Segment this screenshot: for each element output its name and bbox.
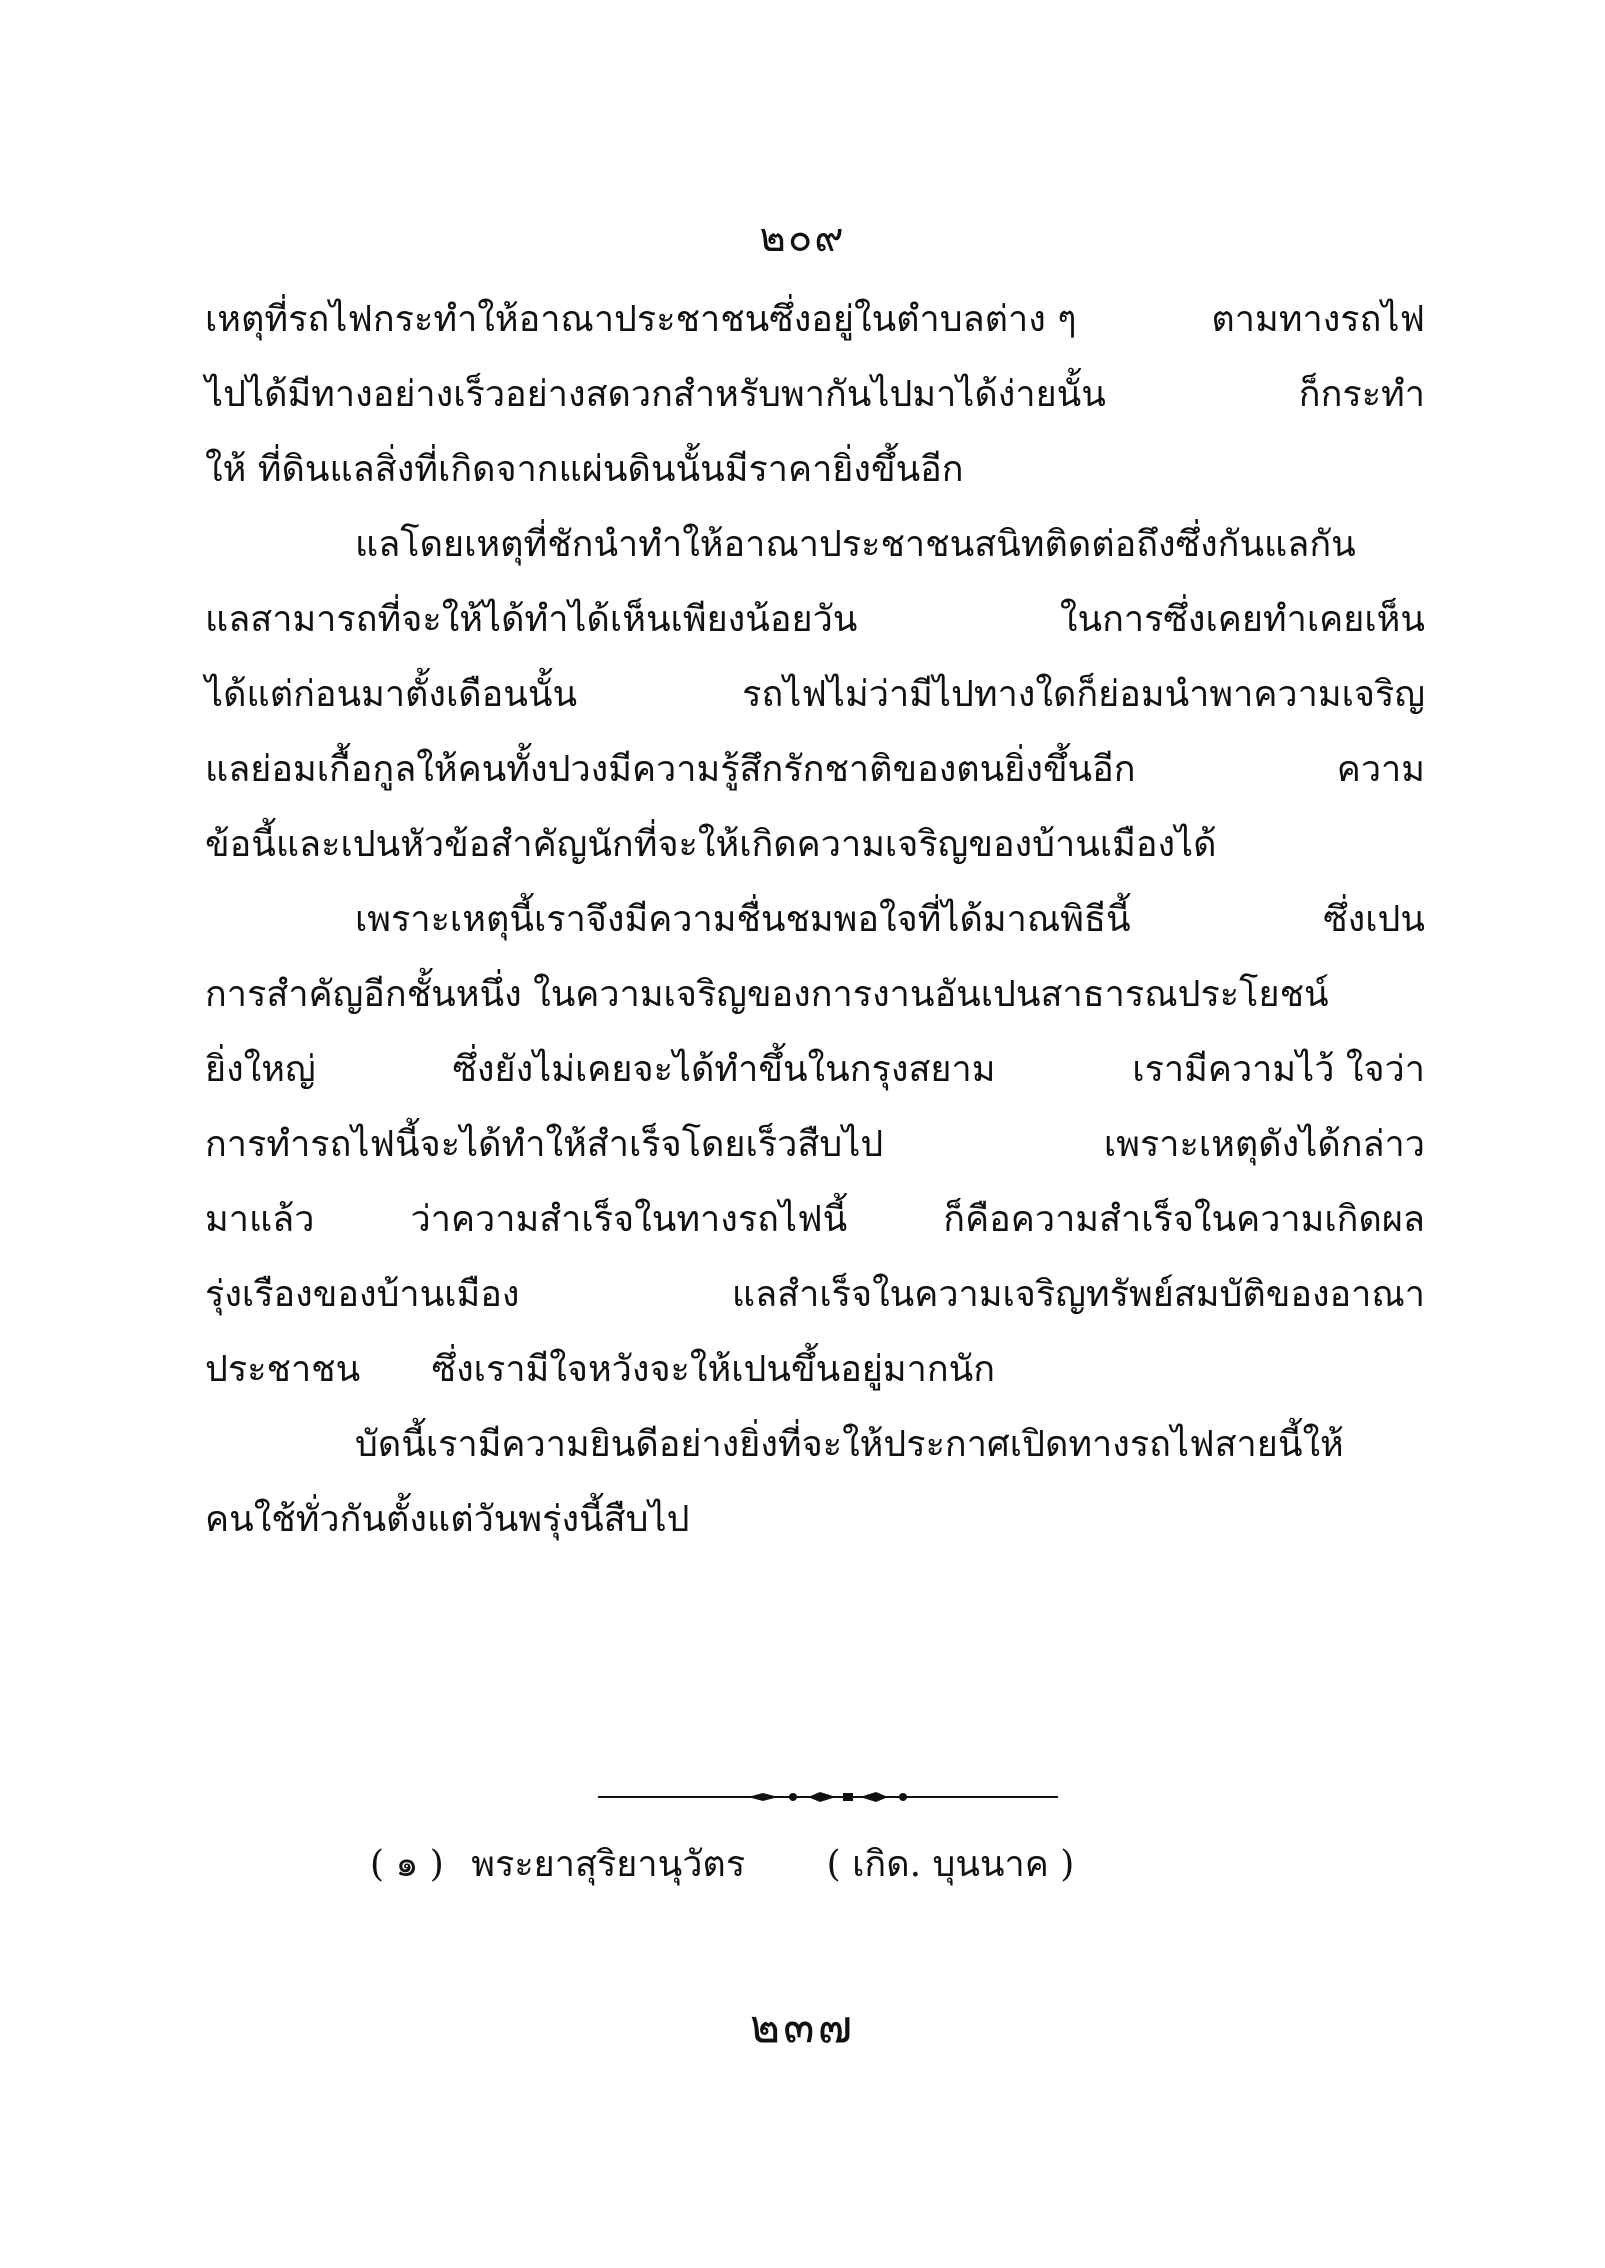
text-line: [205, 357, 1425, 432]
text-segment: แลโดยเหตุที่ชักนำทำให้อาณาประชาชนสนิทติดต่อถึงซึ่งกันแลกัน: [355, 524, 1356, 565]
text-line: [205, 1107, 1425, 1182]
text-line: [205, 1257, 1425, 1332]
text-segment: ซึ่งเรามีใจหวังจะให้เปนขึ้นอยู่มากนัก: [431, 1349, 996, 1390]
footnote-original-name: ( เกิด. บุนนาค ): [826, 1844, 1075, 1885]
text-segment: การสำคัญอีกชั้นหนึ่ง ในความเจริญของการงานอันเปนสาธารณประโยชน์: [205, 974, 1329, 1015]
text-line: [205, 657, 1425, 732]
text-line: [205, 957, 1425, 1032]
text-line: [205, 732, 1425, 807]
footnote-name: พระยาสุริยานุวัตร: [471, 1844, 746, 1885]
text-line: [205, 582, 1425, 657]
ornamental-divider: [598, 1790, 1058, 1804]
text-segment: เพราะเหตุดังได้กล่าว: [1103, 1124, 1425, 1165]
top-page-number: ๒๐๙: [759, 215, 846, 261]
text-segment: การทำรถไฟนี้จะได้ทำให้สำเร็จโดยเร็วสืบไป: [205, 1124, 884, 1165]
text-line: [205, 1032, 1425, 1107]
text-segment: ก็กระทำ: [1298, 374, 1425, 415]
text-segment: ยิ่งใหญ่: [205, 1049, 316, 1090]
footnote-marker: ( ๑ ): [370, 1844, 444, 1885]
text-line: [205, 432, 1425, 507]
footnote: [370, 1835, 1090, 1892]
text-segment: เรามีความไว้ ใจว่า: [1132, 1049, 1425, 1090]
text-segment: ไปได้มีทางอย่างเร็วอย่างสดวกสำหรับพากันไปมาได้ง่ายนั้น: [205, 374, 1106, 415]
text-segment: คนใช้ทั่วกันตั้งแต่วันพรุ่งนี้สืบไป: [205, 1499, 690, 1540]
text-line: [205, 507, 1425, 582]
text-segment: ประชาชน: [205, 1349, 361, 1390]
text-segment: ตามทางรถไฟ: [1211, 299, 1425, 340]
text-line: [205, 1482, 1425, 1557]
body-text: [205, 282, 1425, 1557]
text-segment: แลสำเร็จในความเจริญทรัพย์สมบัติของอาณา: [731, 1274, 1425, 1315]
text-segment: เหตุที่รถไฟกระทำให้อาณาประชาชนซึ่งอยู่ในตำบลต่าง ๆ: [205, 299, 1077, 340]
text-line: [205, 1407, 1425, 1482]
text-segment: ว่าความสำเร็จในทางรถไฟนี้: [410, 1199, 848, 1240]
text-segment: ก็คือความสำเร็จในความเกิดผล: [943, 1199, 1425, 1240]
text-segment: ในการซึ่งเคยทำเคยเห็น: [1059, 599, 1425, 640]
text-segment: รุ่งเรืองของบ้านเมือง: [205, 1274, 520, 1315]
text-segment: ข้อนี้และเปนหัวข้อสำคัญนักที่จะให้เกิดความเจริญของบ้านเมืองได้: [205, 824, 1217, 865]
text-line: [205, 282, 1425, 357]
text-segment: แลสามารถที่จะให้ได้ทำได้เห็นเพียงน้อยวัน: [205, 599, 858, 640]
text-line: [205, 807, 1425, 882]
text-segment: เพราะเหตุนี้เราจึงมีความชื่นชมพอใจที่ได้มาณพิธีนี้: [355, 899, 1131, 940]
text-segment: แลย่อมเกื้อกูลให้คนทั้งปวงมีความรู้สึกรักชาติของตนยิ่งขึ้นอีก: [205, 749, 1136, 790]
text-segment: ให้ ที่ดินแลสิ่งที่เกิดจากแผ่นดินนั้นมีราคายิ่งขึ้นอีก: [205, 449, 964, 490]
bottom-page-number: ๒๓๗: [749, 1999, 856, 2053]
text-line: [205, 1182, 1425, 1257]
text-segment: มาแล้ว: [205, 1199, 315, 1240]
text-segment: บัดนี้เรามีความยินดีอย่างยิ่งที่จะให้ประกาศเปิดทางรถไฟสายนี้ให้: [355, 1424, 1344, 1465]
text-segment: รถไฟไม่ว่ามีไปทางใดก็ย่อมนำพาความเจริญ: [742, 674, 1425, 715]
text-segment: ได้แต่ก่อนมาตั้งเดือนนั้น: [205, 674, 578, 715]
text-segment: ความ: [1336, 749, 1425, 790]
text-line: [205, 1332, 1425, 1407]
text-line: [205, 882, 1425, 957]
text-segment: ซึ่งยังไม่เคยจะได้ทำขึ้นในกรุงสยาม: [452, 1049, 996, 1090]
text-segment: ซึ่งเปน: [1323, 899, 1425, 940]
